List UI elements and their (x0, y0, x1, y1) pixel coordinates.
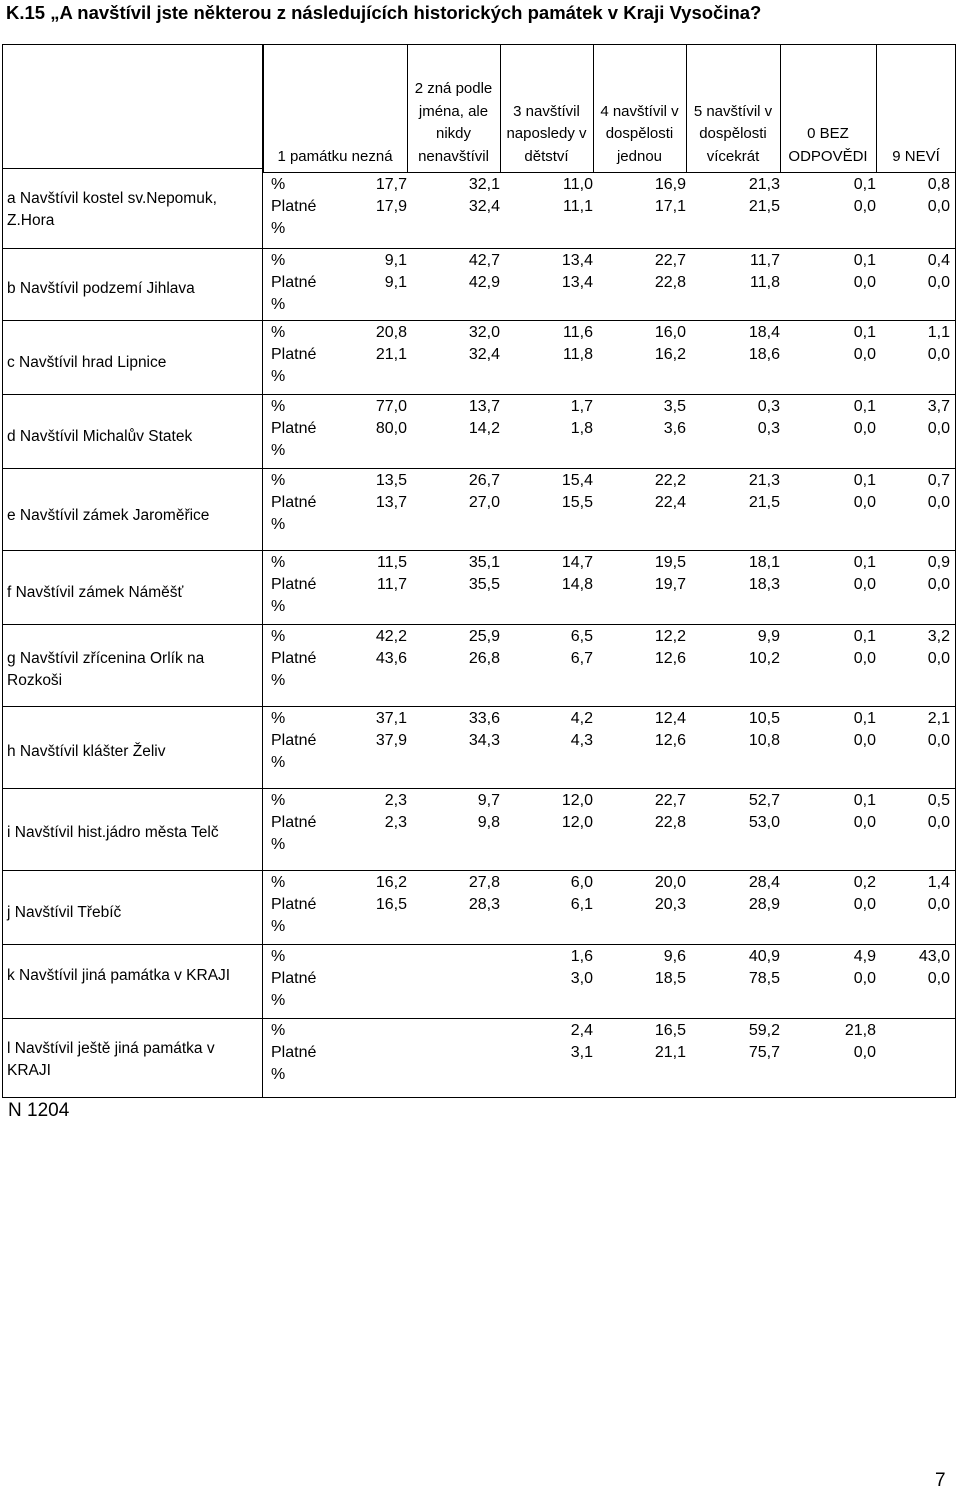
percent-cell: 25,9 (468, 628, 500, 645)
percent-cell: 20,0 (654, 874, 686, 891)
percent-cell: 12,4 (654, 710, 686, 727)
percent-cell: 77,0 (375, 398, 407, 415)
valid-percent-cell: 27,0 (468, 494, 500, 511)
percent-cell: 32,1 (468, 176, 500, 193)
valid-percent-cell: 17,9 (375, 198, 407, 215)
valid-percent-cell: 0,0 (853, 420, 876, 437)
valid-percent-cell: 0,0 (927, 970, 950, 987)
percent-cell: 11,0 (563, 176, 593, 193)
percent-cell: 22,7 (654, 792, 686, 809)
label-separator (2, 248, 262, 249)
valid-percent-cell: 35,5 (468, 576, 500, 593)
percent-cell: 27,8 (468, 874, 500, 891)
valid-percent-cell: 19,7 (654, 576, 686, 593)
valid-percent-cell: 0,0 (853, 1044, 876, 1061)
row-tag: Platné (271, 274, 317, 291)
valid-percent-cell: 13,7 (375, 494, 407, 511)
column-header (780, 44, 876, 168)
percent-cell: 9,1 (384, 252, 407, 269)
valid-percent-cell: 9,1 (384, 274, 407, 291)
valid-percent-cell: 11,1 (563, 198, 593, 215)
row-tag: % (271, 792, 286, 809)
valid-percent-cell: 0,0 (927, 576, 950, 593)
row-tag: % (271, 948, 286, 965)
percent-cell: 1,1 (927, 324, 950, 341)
item-label: g Navštívil zřícenina Orlík na Rozkoši (7, 650, 205, 689)
row-tag: Platné (271, 650, 317, 667)
valid-percent-cell: 20,3 (654, 896, 686, 913)
column-header (263, 44, 407, 168)
valid-percent-cell: 0,0 (853, 814, 876, 831)
row-tag: % (271, 754, 286, 771)
row-tag: % (271, 368, 286, 385)
percent-cell: 0,1 (853, 472, 876, 489)
valid-percent-cell: 53,0 (748, 814, 780, 831)
valid-percent-cell: 0,0 (853, 970, 876, 987)
valid-percent-cell: 0,0 (853, 732, 876, 749)
row-tag: % (271, 220, 286, 237)
percent-cell: 26,7 (468, 472, 500, 489)
valid-percent-cell: 32,4 (468, 346, 500, 363)
valid-percent-cell: 12,6 (654, 650, 686, 667)
percent-cell: 9,6 (663, 948, 686, 965)
row-tag: % (271, 398, 286, 415)
valid-percent-cell: 0,0 (853, 896, 876, 913)
row-tag: % (271, 992, 286, 1009)
valid-percent-cell: 0,0 (853, 650, 876, 667)
valid-percent-cell: 0,0 (927, 650, 950, 667)
percent-cell: 11,5 (377, 554, 407, 571)
percent-cell: 0,5 (927, 792, 950, 809)
column-header-label: 1 památku nezná (277, 147, 393, 165)
item-label: h Navštívil klášter Želiv (7, 743, 166, 760)
row-tag: % (271, 516, 286, 533)
valid-percent-cell: 21,5 (748, 198, 780, 215)
percent-cell: 1,7 (570, 398, 593, 415)
valid-percent-cell: 21,1 (375, 346, 407, 363)
percent-cell: 0,1 (853, 628, 876, 645)
label-separator (2, 788, 262, 789)
valid-percent-cell: 11,8 (750, 274, 780, 291)
percent-cell: 11,6 (563, 324, 593, 341)
row-tag: Platné (271, 420, 317, 437)
percent-cell: 3,7 (927, 398, 950, 415)
percent-cell: 21,3 (748, 472, 780, 489)
percent-cell: 28,4 (748, 874, 780, 891)
percent-cell: 0,1 (853, 252, 876, 269)
item-label: a Navštívil kostel sv.Nepomuk, Z.Hora (7, 190, 217, 229)
page-title: K.15 „A navštívil jste některou z následujících historických památek v Kraji Vysočina? (6, 2, 762, 23)
valid-percent-cell: 2,3 (384, 814, 407, 831)
column-header (407, 44, 500, 168)
row-tag: Platné (271, 814, 317, 831)
column-header (500, 44, 593, 168)
valid-percent-cell: 18,5 (654, 970, 686, 987)
percent-cell: 0,1 (853, 710, 876, 727)
valid-percent-cell: 22,4 (654, 494, 686, 511)
valid-percent-cell: 15,5 (561, 494, 593, 511)
column-header (876, 44, 956, 168)
percent-cell: 13,5 (375, 472, 407, 489)
column-header-label: 0 BEZ ODPOVĚDI (788, 125, 868, 165)
percent-cell: 0,8 (927, 176, 950, 193)
row-tag: % (271, 710, 286, 727)
row-tag: Platné (271, 970, 317, 987)
label-separator (2, 870, 262, 871)
row-tag: % (271, 918, 286, 935)
valid-percent-cell: 0,3 (757, 420, 780, 437)
row-tag: Platné (271, 732, 317, 749)
column-header-label: 5 navštívil v dospělosti vícekrát (693, 102, 773, 165)
column-header-label: 3 navštívil naposledy v dětství (506, 102, 587, 165)
valid-percent-cell: 11,7 (377, 576, 407, 593)
percent-cell: 18,1 (748, 554, 780, 571)
valid-percent-cell: 6,1 (570, 896, 593, 913)
item-label: l Navštívil ještě jiná památka v KRAJI (7, 1040, 215, 1079)
label-separator (2, 394, 262, 395)
column-header-label: 4 navštívil v dospělosti jednou (600, 102, 679, 165)
column-header-label: 9 NEVÍ (892, 147, 940, 165)
percent-cell: 0,1 (853, 324, 876, 341)
valid-percent-cell: 0,0 (927, 420, 950, 437)
row-tag: % (271, 176, 286, 193)
percent-cell: 4,9 (853, 948, 876, 965)
percent-cell: 18,4 (748, 324, 780, 341)
percent-cell: 13,4 (561, 252, 593, 269)
row-tag: % (271, 252, 286, 269)
percent-cell: 40,9 (748, 948, 780, 965)
valid-percent-cell: 3,1 (570, 1044, 593, 1061)
percent-cell: 16,5 (654, 1022, 686, 1039)
row-tag: % (271, 554, 286, 571)
percent-cell: 21,8 (844, 1022, 876, 1039)
percent-cell: 1,4 (927, 874, 950, 891)
sample-size: N 1204 (8, 1100, 70, 1121)
percent-cell: 32,0 (468, 324, 500, 341)
valid-percent-cell: 17,1 (654, 198, 686, 215)
row-tag: % (271, 442, 286, 459)
valid-percent-cell: 3,0 (570, 970, 593, 987)
percent-cell: 1,6 (570, 948, 593, 965)
percent-cell: 11,7 (750, 252, 780, 269)
percent-cell: 4,2 (570, 710, 593, 727)
percent-cell: 2,4 (570, 1022, 593, 1039)
item-label: c Navštívil hrad Lipnice (7, 354, 167, 371)
percent-cell: 0,2 (853, 874, 876, 891)
valid-percent-cell: 9,8 (477, 814, 500, 831)
valid-percent-cell: 34,3 (468, 732, 500, 749)
valid-percent-cell: 26,8 (468, 650, 500, 667)
valid-percent-cell: 1,8 (570, 420, 593, 437)
percent-cell: 0,7 (927, 472, 950, 489)
percent-cell: 43,0 (918, 948, 950, 965)
percent-cell: 16,9 (654, 176, 686, 193)
percent-cell: 19,5 (654, 554, 686, 571)
valid-percent-cell: 43,6 (375, 650, 407, 667)
item-label: d Navštívil Michalův Statek (7, 428, 193, 445)
valid-percent-cell: 0,0 (927, 494, 950, 511)
row-tag: Platné (271, 346, 317, 363)
valid-percent-cell: 3,6 (663, 420, 686, 437)
percent-cell: 22,7 (654, 252, 686, 269)
valid-percent-cell: 80,0 (375, 420, 407, 437)
percent-cell: 10,5 (748, 710, 780, 727)
valid-percent-cell: 21,5 (748, 494, 780, 511)
row-tag: % (271, 672, 286, 689)
percent-cell: 0,3 (757, 398, 780, 415)
percent-cell: 15,4 (561, 472, 593, 489)
percent-cell: 35,1 (468, 554, 500, 571)
row-tag: Platné (271, 494, 317, 511)
percent-cell: 14,7 (561, 554, 593, 571)
label-separator (2, 624, 262, 625)
valid-percent-cell: 0,0 (927, 274, 950, 291)
item-label: e Navštívil zámek Jaroměřice (7, 507, 210, 524)
percent-cell: 12,0 (561, 792, 593, 809)
valid-percent-cell: 0,0 (853, 198, 876, 215)
valid-percent-cell: 12,0 (561, 814, 593, 831)
row-tag: % (271, 598, 286, 615)
percent-cell: 13,7 (468, 398, 500, 415)
row-tag: Platné (271, 198, 317, 215)
label-separator (2, 468, 262, 469)
row-tag: % (271, 1022, 286, 1039)
percent-cell: 6,0 (570, 874, 593, 891)
valid-percent-cell: 75,7 (748, 1044, 780, 1061)
valid-percent-cell: 16,5 (375, 896, 407, 913)
percent-cell: 16,0 (654, 324, 686, 341)
item-label: j Navštívil Třebíč (7, 904, 122, 921)
percent-cell: 37,1 (375, 710, 407, 727)
row-tag: Platné (271, 896, 317, 913)
valid-percent-cell: 28,3 (468, 896, 500, 913)
valid-percent-cell: 0,0 (927, 732, 950, 749)
percent-cell: 9,9 (757, 628, 780, 645)
row-tag: % (271, 324, 286, 341)
column-header-label: 2 zná podle jména, ale nikdy nenavštívil (414, 80, 493, 165)
label-separator (2, 944, 262, 945)
percent-cell: 16,2 (375, 874, 407, 891)
valid-percent-cell: 16,2 (654, 346, 686, 363)
item-label: i Navštívil hist.jádro města Telč (7, 824, 219, 841)
column-header (686, 44, 780, 168)
percent-cell: 12,2 (654, 628, 686, 645)
valid-percent-cell: 32,4 (468, 198, 500, 215)
percent-cell: 6,5 (570, 628, 593, 645)
percent-cell: 42,7 (468, 252, 500, 269)
valid-percent-cell: 0,0 (927, 346, 950, 363)
percent-cell: 21,3 (748, 176, 780, 193)
percent-cell: 0,9 (927, 554, 950, 571)
percent-cell: 33,6 (468, 710, 500, 727)
valid-percent-cell: 0,0 (853, 576, 876, 593)
percent-cell: 17,7 (375, 176, 407, 193)
label-separator (2, 550, 262, 551)
percent-cell: 0,1 (853, 398, 876, 415)
valid-percent-cell: 0,0 (853, 346, 876, 363)
item-label: f Navštívil zámek Náměšť (7, 584, 184, 601)
percent-cell: 42,2 (375, 628, 407, 645)
valid-percent-cell: 10,2 (748, 650, 780, 667)
valid-percent-cell: 0,0 (927, 198, 950, 215)
valid-percent-cell: 14,2 (468, 420, 500, 437)
column-header (593, 44, 686, 168)
page-number: 7 (935, 1470, 946, 1491)
item-label: k Navštívil jiná památka v KRAJI (7, 967, 231, 984)
label-separator (2, 168, 262, 169)
valid-percent-cell: 0,0 (853, 494, 876, 511)
percent-cell: 59,2 (748, 1022, 780, 1039)
valid-percent-cell: 28,9 (748, 896, 780, 913)
valid-percent-cell: 11,8 (563, 346, 593, 363)
row-tag: % (271, 296, 286, 313)
valid-percent-cell: 18,6 (748, 346, 780, 363)
valid-percent-cell: 0,0 (853, 274, 876, 291)
valid-percent-cell: 42,9 (468, 274, 500, 291)
percent-cell: 52,7 (748, 792, 780, 809)
percent-cell: 3,2 (927, 628, 950, 645)
row-tag: % (271, 874, 286, 891)
row-tag: % (271, 472, 286, 489)
valid-percent-cell: 10,8 (748, 732, 780, 749)
row-tag: Platné (271, 1044, 317, 1061)
percent-cell: 0,1 (853, 176, 876, 193)
row-tag: % (271, 1066, 286, 1083)
valid-percent-cell: 0,0 (927, 814, 950, 831)
valid-percent-cell: 4,3 (570, 732, 593, 749)
valid-percent-cell: 18,3 (748, 576, 780, 593)
row-tag: % (271, 836, 286, 853)
percent-cell: 2,1 (927, 710, 950, 727)
percent-cell: 0,1 (853, 792, 876, 809)
label-separator (2, 1018, 262, 1019)
valid-percent-cell: 21,1 (654, 1044, 686, 1061)
percent-cell: 2,3 (384, 792, 407, 809)
percent-cell: 3,5 (663, 398, 686, 415)
valid-percent-cell: 22,8 (654, 814, 686, 831)
valid-percent-cell: 6,7 (570, 650, 593, 667)
valid-percent-cell: 13,4 (561, 274, 593, 291)
row-tag: Platné (271, 576, 317, 593)
row-tag: % (271, 628, 286, 645)
percent-cell: 22,2 (654, 472, 686, 489)
percent-cell: 20,8 (375, 324, 407, 341)
valid-percent-cell: 12,6 (654, 732, 686, 749)
valid-percent-cell: 0,0 (927, 896, 950, 913)
valid-percent-cell: 78,5 (748, 970, 780, 987)
valid-percent-cell: 37,9 (375, 732, 407, 749)
label-separator (2, 320, 262, 321)
item-label: b Navštívil podzemí Jihlava (7, 280, 195, 297)
valid-percent-cell: 22,8 (654, 274, 686, 291)
label-separator (2, 706, 262, 707)
valid-percent-cell: 14,8 (561, 576, 593, 593)
percent-cell: 0,4 (927, 252, 950, 269)
percent-cell: 0,1 (853, 554, 876, 571)
percent-cell: 9,7 (477, 792, 500, 809)
